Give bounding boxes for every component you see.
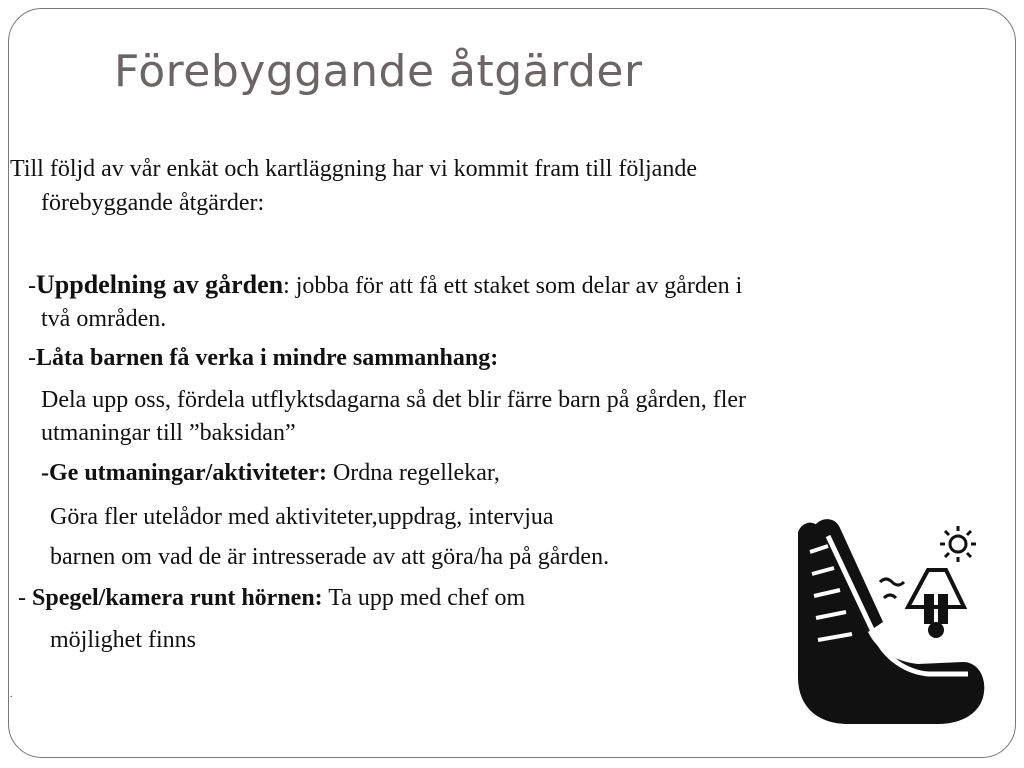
intro-line-1: Till följd av vår enkät och kartläggning har vi kommit fram till följande xyxy=(10,156,697,182)
playground-slide-sun-icon xyxy=(788,512,988,727)
intro-line-2: förebyggande åtgärder: xyxy=(41,190,265,216)
item-utmaningar xyxy=(41,457,500,489)
item-spegel-text-2: möjlighet finns xyxy=(50,627,196,653)
item-dash: - xyxy=(18,585,32,611)
item-lata-barnen xyxy=(28,342,498,374)
slide-title: Förebyggande åtgärder xyxy=(114,46,643,97)
item-lata-barnen-text-2: utmaningar till ”baksidan” xyxy=(41,420,296,446)
sun-icon xyxy=(940,526,976,562)
item-text-spegel: Ta upp med chef om xyxy=(322,585,526,611)
item-heading-lata-barnen: Låta barnen få verka i mindre sammanhang: xyxy=(36,345,499,371)
item-dash: - xyxy=(28,345,36,371)
swing-icon xyxy=(908,570,964,638)
item-lata-barnen-text-1: Dela upp oss, fördela utflyktsdagarna så det blir färre barn på gården, fler xyxy=(41,387,747,413)
item-uppdelning xyxy=(28,269,742,302)
slide-icon xyxy=(798,519,984,724)
footer-dot: . xyxy=(10,689,13,700)
item-heading-spegel: Spegel/kamera runt hörnen: xyxy=(32,585,323,611)
item-uppdelning-cont: två områden. xyxy=(41,306,167,332)
item-spegel xyxy=(18,582,525,614)
item-text-uppdelning: : jobba för att få ett staket som delar av gården i xyxy=(283,273,743,299)
item-text-utmaningar: Ordna regellekar, xyxy=(326,460,500,486)
item-utmaningar-text-3: barnen om vad de är intresserade av att göra/ha på gården. xyxy=(50,544,610,570)
item-heading-utmaningar: -Ge utmaningar/aktiviteter: xyxy=(41,460,327,486)
item-heading-uppdelning: Uppdelning av gården xyxy=(36,270,284,299)
item-utmaningar-text-2: Göra fler utelådor med aktiviteter,uppdrag, intervjua xyxy=(50,504,554,530)
item-dash: - xyxy=(28,273,36,299)
